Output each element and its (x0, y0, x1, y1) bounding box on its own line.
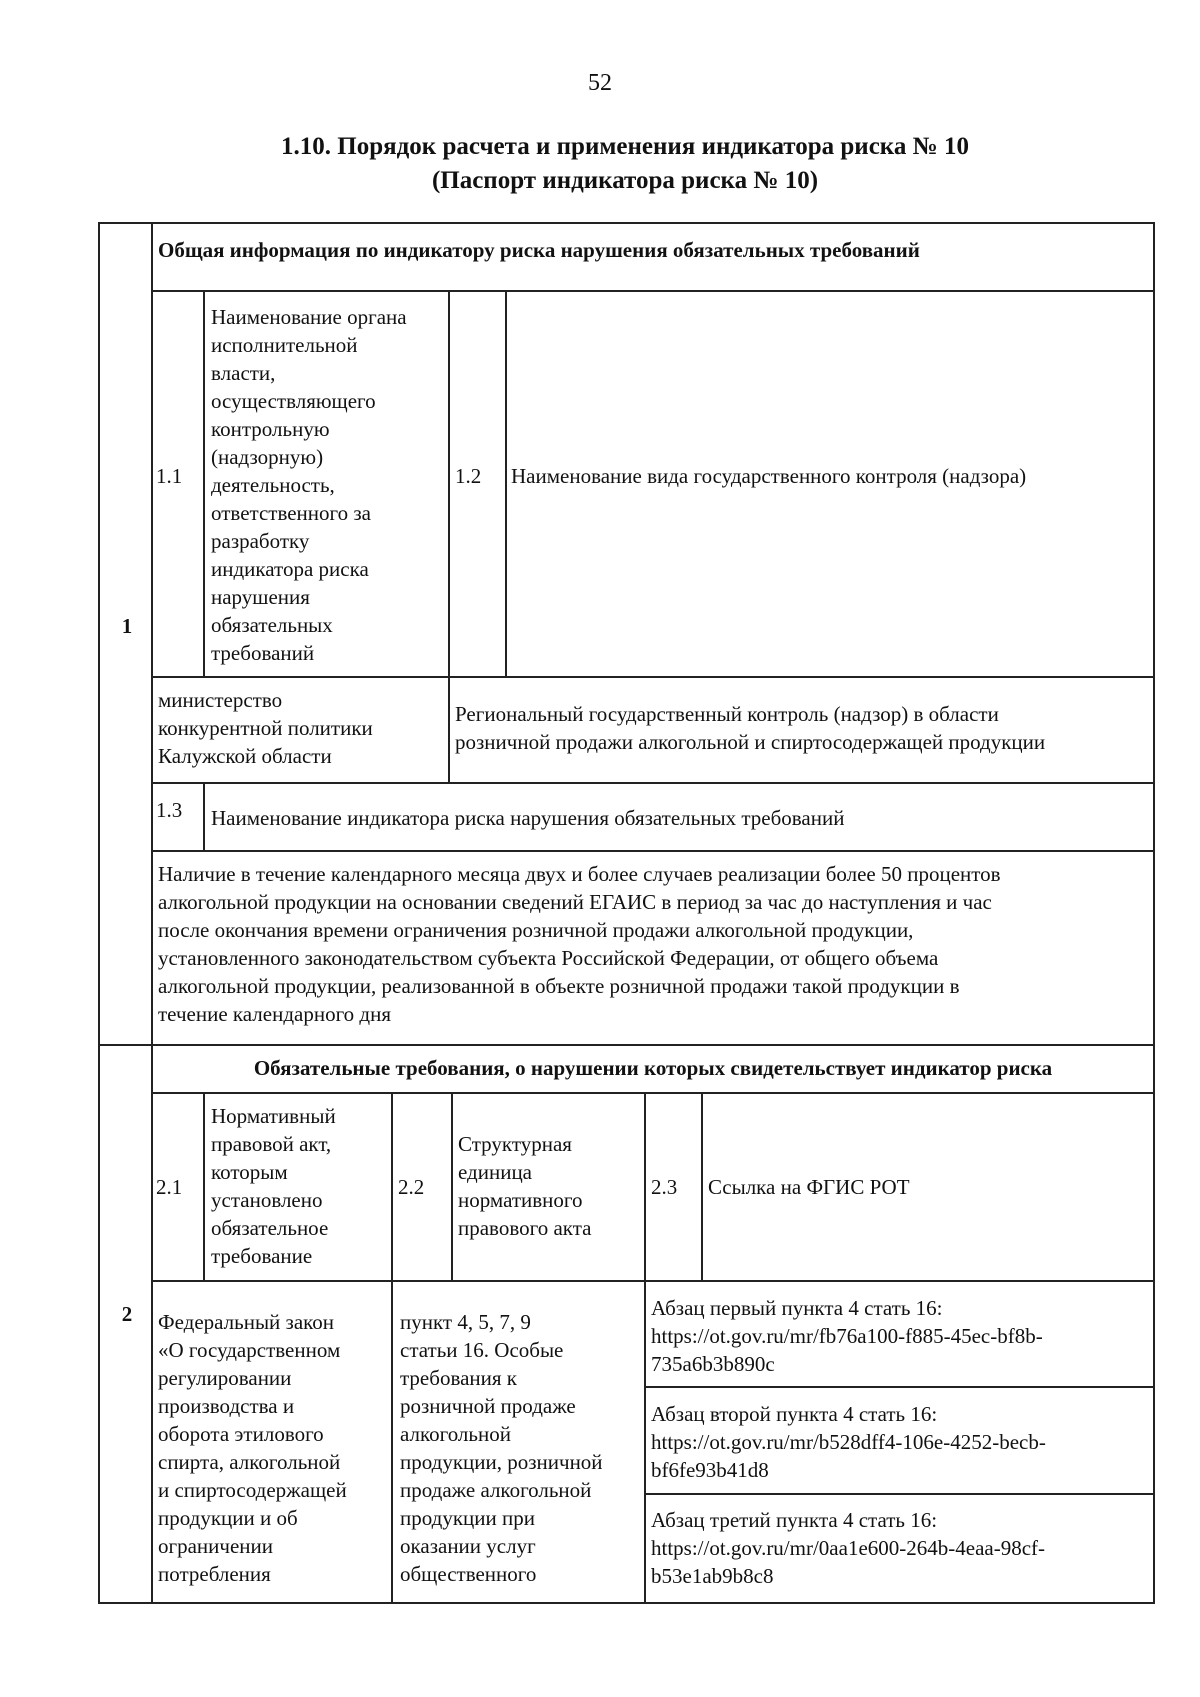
item-2-1-label: Нормативный правовой акт, которым установлено обязательное требование (211, 1104, 336, 1268)
item-1-2-number: 1.2 (455, 464, 482, 488)
item-1-1-value: министерство конкурентной политики Калужской области (158, 688, 373, 768)
title-line-1: 1.10. Порядок расчета и применения индикатора риска № 10 (281, 133, 969, 160)
page-number: 52 (588, 70, 612, 96)
item-2-2-value: пункт 4, 5, 7, 9 статьи 16. Особые требования к розничной продаже алкогольной продукции, розничной продаже алкогольной продукции при оказании услуг общественного (400, 1310, 603, 1586)
section-2-header: Обязательные требования, о нарушении которых свидетельствует индикатор риска (253, 1056, 1053, 1080)
item-1-1-label: Наименование органа исполнительной власти, осуществляющего контрольную (надзорную) деятельность, ответственного за разработку индикатора риска нарушения обязательных требований (211, 305, 407, 665)
item-1-3-value: Наличие в течение календарного месяца двух и более случаев реализации более 50 процентов алкогольной продукции на основании сведений ЕГАИС в период за час до наступления и час после окончания времени ограничения розничной продажи алкогольной продукции, установленного законодательством субъекта Российской Федерации, от общего объема алкогольной продукции, реализованной в объекте розничной продажи такой продукции в течение календарного дня (158, 862, 1001, 1026)
frgis-link-1[interactable]: Абзац первый пункта 4 стать 16: https://ot.gov.ru/mr/fb76a100-f885-45ec-bf8b- 735a6b3b890c (651, 1296, 1043, 1376)
frgis-link-3[interactable]: Абзац третий пункта 4 стать 16: https://ot.gov.ru/mr/0aa1e600-264b-4eaa-98cf- b53e1ab9b8c8 (651, 1508, 1046, 1588)
item-1-3-number: 1.3 (156, 798, 183, 822)
title-line-2: (Паспорт индикатора риска № 10) (431, 167, 819, 194)
section-1-number: 1 (121, 614, 133, 638)
item-2-3-label: Ссылка на ФГИС РОТ (708, 1175, 910, 1199)
item-2-1-value: Федеральный закон «О государственном регулировании производства и оборота этилового спирта, алкогольной и спиртосодержащей продукции и об ограничении потребления (158, 1310, 347, 1586)
item-1-2-label: Наименование вида государственного контроля (надзора) (511, 464, 1027, 488)
item-1-2-value: Региональный государственный контроль (надзор) в области розничной продажи алкогольной и спиртосодержащей продукции (455, 702, 1046, 754)
item-1-3-label: Наименование индикатора риска нарушения обязательных требований (211, 806, 845, 830)
item-2-2-number: 2.2 (398, 1175, 425, 1199)
section-2-number: 2 (121, 1302, 133, 1326)
item-2-1-number: 2.1 (156, 1175, 183, 1199)
item-2-3-number: 2.3 (651, 1175, 678, 1199)
item-1-1-number: 1.1 (156, 464, 183, 488)
frgis-link-2[interactable]: Абзац второй пункта 4 стать 16: https://ot.gov.ru/mr/b528dff4-106e-4252-becb- bf6fe93b41d8 (651, 1402, 1046, 1482)
section-1-header: Общая информация по индикатору риска нарушения обязательных требований (158, 238, 920, 262)
item-2-2-label: Структурная единица нормативного правового акта (458, 1132, 592, 1240)
document-title (0, 130, 1200, 198)
